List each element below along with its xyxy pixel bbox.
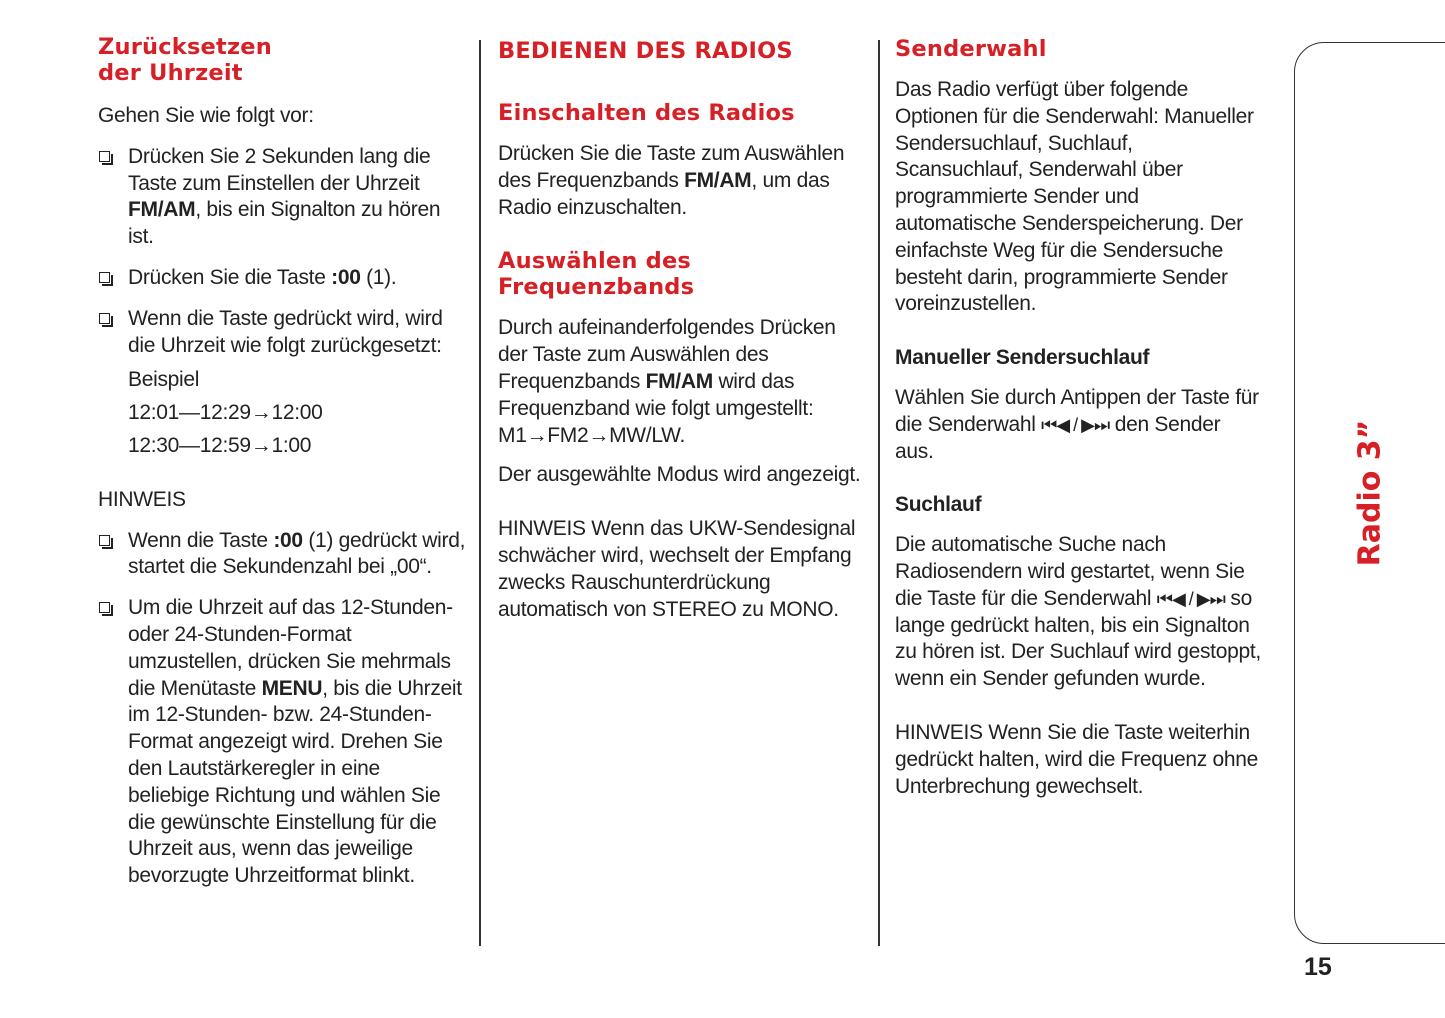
subheading-manuell: Manueller Sendersuchlauf	[895, 346, 1150, 370]
checkbox-bullet-icon	[99, 602, 110, 613]
intro-text: Gehen Sie wie folgt vor:	[98, 104, 314, 127]
chapter-tab-label: Radio 3”	[1352, 419, 1388, 566]
list-item: Drücken Sie die Taste :00 (1).	[98, 265, 466, 292]
heading-senderwahl: Senderwahl	[895, 36, 1047, 62]
section-title: BEDIENEN DES RADIOS	[498, 38, 793, 64]
seek-buttons-icon: ⏮◀ / ▶⏭	[1041, 414, 1110, 435]
heading-einschalten: Einschalten des Radios	[498, 100, 795, 126]
column-left	[98, 34, 466, 890]
page-number: 15	[1304, 953, 1332, 981]
checkbox-bullet-icon	[99, 272, 110, 283]
checkbox-bullet-icon	[99, 151, 110, 162]
subheading-suchlauf: Suchlauf	[895, 493, 982, 517]
column-divider	[479, 40, 481, 946]
column-right	[895, 34, 1263, 800]
column-middle	[498, 34, 866, 623]
heading-zuruecksetzen: Zurücksetzen der Uhrzeit	[98, 34, 272, 86]
heading-frequenzband: Auswählen des Frequenzbands	[498, 248, 695, 301]
paragraph: Drücken Sie die Taste zum Auswählen des Frequenzbands FM/AM, um das Radio einzuschalten.	[498, 142, 845, 219]
seek-buttons-icon: ⏮◀ / ▶⏭	[1156, 588, 1225, 609]
note-paragraph: HINWEIS Wenn das UKW-Sendesignal schwächer wird, wechselt der Empfang zwecks Rauschunterdrückung automatisch von STEREO zu MONO.	[498, 517, 856, 621]
example-label: Beispiel	[128, 368, 200, 392]
paragraph: Das Radio verfügt über folgende Optionen für die Senderwahl: Manueller Sendersuchlauf, Suchlauf, Scansuchlauf, Senderwahl über programmierte Sender und automatische Senderspeicherung. Der einfachste Weg für die Sendersuche besteht darin, programmierte Sender voreinzustellen.	[895, 78, 1254, 316]
paragraph: Die automatische Suche nach Radiosendern wird gestartet, wenn Sie die Taste für die Senderwahl ⏮◀ / ▶⏭ so lange gedrückt halten, bis ein Signalton zu hören ist. Der Suchlauf wird gestoppt, wenn ein Sender gefunden wurde.	[895, 533, 1261, 691]
list-item: Drücken Sie 2 Sekunden lang die Taste zum Einstellen der Uhrzeit FM/AM, bis ein Signalton zu hören ist.	[98, 144, 466, 251]
list-item: Um die Uhrzeit auf das 12-Stunden- oder 24-Stunden-Format umzustellen, drücken Sie mehrmals die Menütaste MENU, bis die Uhrzeit im 12-Stunden- bzw. 24-Stunden-Format angezeigt wird. Drehen Sie den Lautstärkeregler in eine beliebige Richtung und wählen Sie die gewünschte Einstellung für die Uhrzeit aus, wenn das jeweilige bevorzugte Uhrzeitformat blinkt.	[98, 595, 466, 890]
note-label: HINWEIS	[98, 487, 186, 511]
example-line-1: 12:01—12:29→12:00	[128, 401, 323, 425]
list-item: Wenn die Taste gedrückt wird, wird die Uhrzeit wie folgt zurückgesetzt:	[98, 306, 466, 360]
paragraph: Wählen Sie durch Antippen der Taste für die Senderwahl ⏮◀ / ▶⏭ den Sender aus.	[895, 385, 1259, 463]
example-line-2: 12:30—12:59→1:00	[128, 433, 312, 457]
checkbox-bullet-icon	[99, 313, 110, 324]
note-paragraph: HINWEIS Wenn Sie die Taste weiterhin gedrückt halten, wird die Frequenz ohne Unterbrechung gewechselt.	[895, 720, 1259, 798]
paragraph: Durch aufeinanderfolgendes Drücken der Taste zum Auswählen des Frequenzbands FM/AM wird das Frequenzband wie folgt umgestellt: M1→FM2→MW/LW.	[498, 316, 836, 447]
column-divider	[878, 40, 880, 946]
paragraph: Der ausgewählte Modus wird angezeigt.	[498, 463, 861, 487]
list-item: Wenn die Taste :00 (1) gedrückt wird, startet die Sekundenzahl bei „00“.	[98, 528, 466, 582]
checkbox-bullet-icon	[99, 535, 110, 546]
